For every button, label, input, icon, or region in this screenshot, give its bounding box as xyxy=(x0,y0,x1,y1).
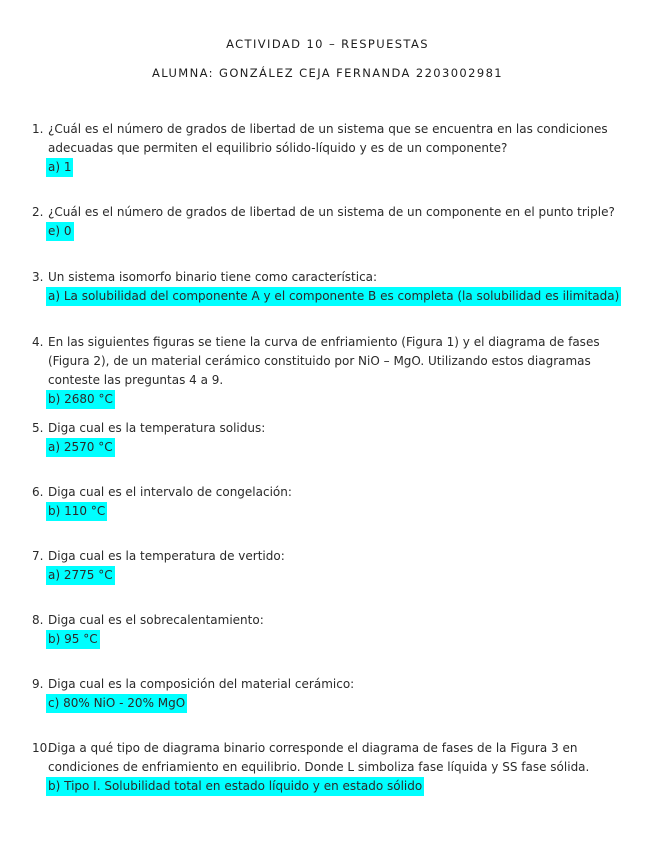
question-3 xyxy=(32,268,632,306)
question-text: Diga a qué tipo de diagrama binario corresponde el diagrama de fases de la Figura 3 en condiciones de enfriamiento en equilibrio. Donde L simboliza fase líquida y SS fase sólida. xyxy=(48,741,590,774)
document-title: ACTIVIDAD 10 – RESPUESTAS xyxy=(226,37,429,51)
question-text: ¿Cuál es el número de grados de libertad de un sistema que se encuentra en las condiciones adecuadas que permiten el equilibrio sólido-líquido y es de un componente? xyxy=(48,122,608,155)
question-number: 10. xyxy=(32,741,52,755)
question-text: Diga cual es el intervalo de congelación: xyxy=(48,485,292,499)
question-number: 6. xyxy=(32,485,44,499)
question-text: Un sistema isomorfo binario tiene como característica: xyxy=(48,270,378,284)
question-text: Diga cual es la temperatura de vertido: xyxy=(48,549,285,563)
question-number: 4. xyxy=(32,335,44,349)
question-2 xyxy=(32,203,632,241)
answer-highlight: a) 2775 °C xyxy=(46,566,115,585)
question-text: Diga cual es la composición del material cerámico: xyxy=(48,677,355,691)
answer-highlight: b) 2680 °C xyxy=(46,390,115,409)
question-number: 5. xyxy=(32,421,44,435)
question-number: 1. xyxy=(32,122,44,136)
question-5 xyxy=(32,419,632,457)
question-number: 2. xyxy=(32,205,44,219)
question-number: 7. xyxy=(32,549,44,563)
question-10 xyxy=(32,739,632,796)
question-9 xyxy=(32,675,632,713)
student-name: ALUMNA: GONZÁLEZ CEJA FERNANDA 2203002981 xyxy=(151,66,504,80)
answer-highlight: b) 110 °C xyxy=(46,502,107,521)
question-number: 9. xyxy=(32,677,44,691)
answer-highlight: b) Tipo I. Solubilidad total en estado líquido y en estado sólido xyxy=(46,777,424,796)
answer-highlight: a) 1 xyxy=(46,158,73,177)
question-6 xyxy=(32,483,632,521)
question-7 xyxy=(32,547,632,585)
answer-highlight: a) La solubilidad del componente A y el componente B es completa (la solubilidad es ilimitada) xyxy=(46,287,621,306)
question-text: En las siguientes figuras se tiene la curva de enfriamiento (Figura 1) y el diagrama de fases (Figura 2), de un material cerámico constituido por NiO – MgO. Utilizando estos diagramas conteste las preguntas 4 a 9. xyxy=(48,335,600,387)
answer-highlight: b) 95 °C xyxy=(46,630,100,649)
answer-highlight: c) 80% NiO - 20% MgO xyxy=(46,694,187,713)
question-text: Diga cual es la temperatura solidus: xyxy=(48,421,266,435)
question-1 xyxy=(32,120,632,177)
question-number: 8. xyxy=(32,613,44,627)
question-number: 3. xyxy=(32,270,44,284)
question-4 xyxy=(32,333,632,409)
question-text: Diga cual es el sobrecalentamiento: xyxy=(48,613,264,627)
answer-highlight: e) 0 xyxy=(46,222,74,241)
answer-highlight: a) 2570 °C xyxy=(46,438,115,457)
question-8 xyxy=(32,611,632,649)
question-text: ¿Cuál es el número de grados de libertad de un sistema de un componente en el punto triple? xyxy=(48,205,615,219)
